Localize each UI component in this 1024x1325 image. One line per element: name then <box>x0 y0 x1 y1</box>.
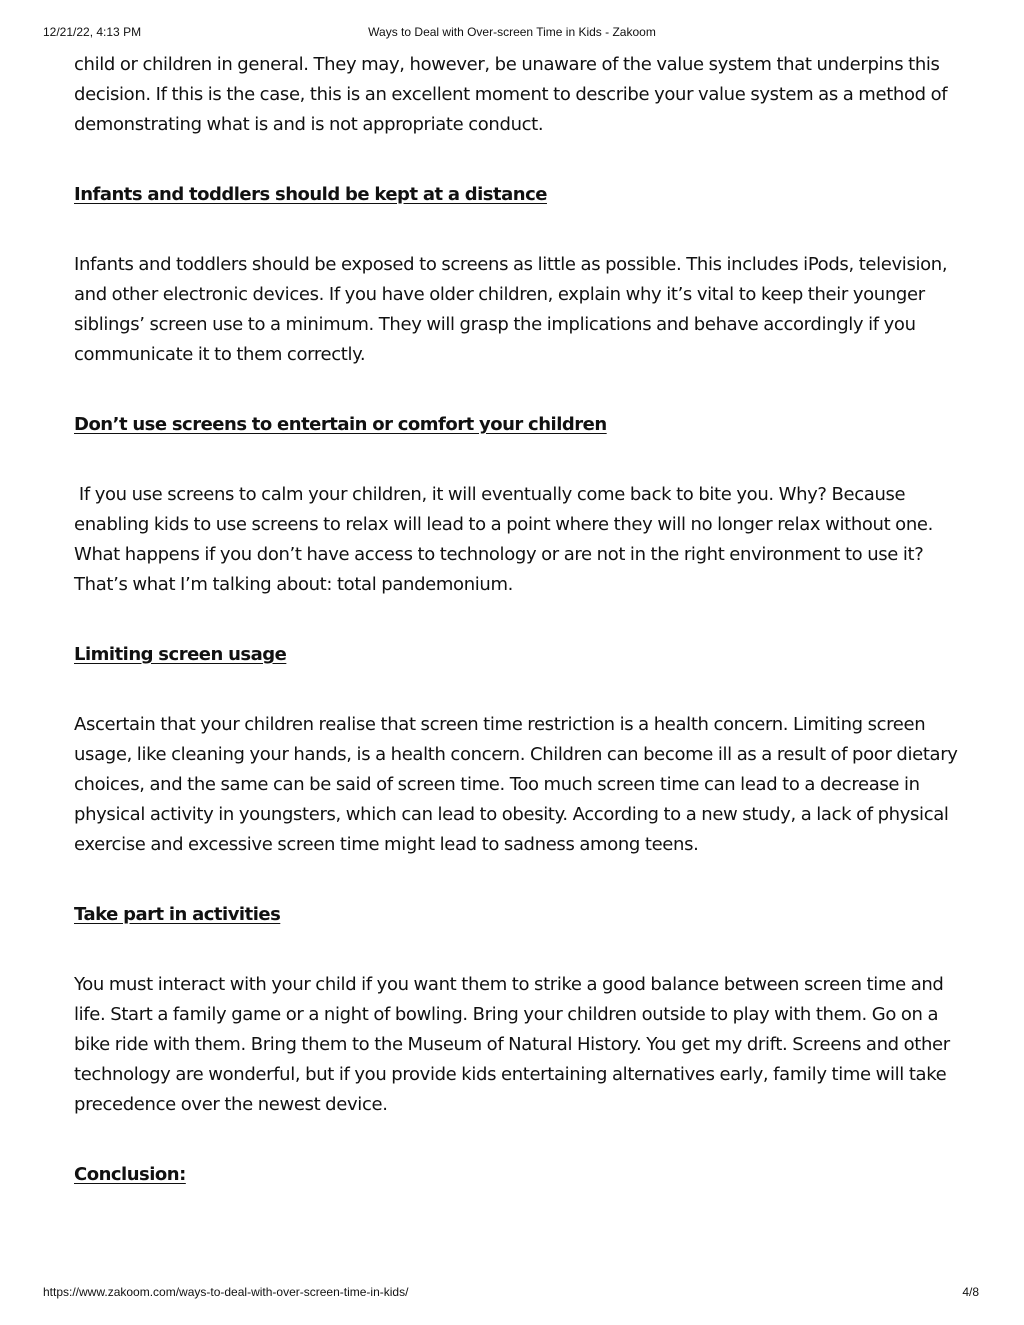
section-body-dont-use-screens: If you use screens to calm your children, it will eventually come back to bite you. Why? Because enabling kids to use screens to relax will lead to a point where they will no longer relax without one. What happens if you don’t have access to technology or are not in the right environment to use it? That’s what I’m talking about: total pandemonium. <box>74 484 938 595</box>
print-header <box>0 25 1024 41</box>
section-body-infants: Infants and toddlers should be exposed to screens as little as possible. This includes iPods, television, and other electronic devices. If you have older children, explain why it’s vital to keep their younger siblings’ screen use to a minimum. They will grasp the implications and behave accordingly if you communicate it to them correctly. <box>74 254 948 365</box>
print-footer <box>0 1285 1024 1301</box>
print-page-title: Ways to Deal with Over-screen Time in Kids - Zakoom <box>368 25 656 39</box>
section-heading-activities: Take part in activities <box>74 904 281 925</box>
article-body <box>74 50 959 1190</box>
section-body-limiting-usage: Ascertain that your children realise that screen time restriction is a health concern. Limiting screen usage, like cleaning your hands, is a health concern. Children can become ill as a result of poor dietary choices, and the same can be said of screen time. Too much screen time can lead to a decrease in physical activity in youngsters, which can lead to obesity. According to a new study, a lack of physical exercise and excessive screen time might lead to sadness among teens. <box>74 714 958 855</box>
intro-paragraph: child or children in general. They may, however, be unaware of the value system that underpins this decision. If this is the case, this is an excellent moment to describe your value system as a method of demonstrating what is and is not appropriate conduct. <box>74 54 948 135</box>
print-page-number: 4/8 <box>962 1285 979 1299</box>
section-heading-limiting-usage: Limiting screen usage <box>74 644 287 665</box>
section-heading-conclusion: Conclusion: <box>74 1164 186 1185</box>
print-datetime: 12/21/22, 4:13 PM <box>43 25 142 39</box>
section-heading-infants: Infants and toddlers should be kept at a distance <box>74 184 547 205</box>
section-body-activities: You must interact with your child if you want them to strike a good balance between screen time and life. Start a family game or a night of bowling. Bring your children outside to play with them. Go on a bike ride with them. Bring them to the Museum of Natural History. You get my drift. Screens and other technology are wonderful, but if you provide kids entertaining alternatives early, family time will take precedence over the newest device. <box>74 974 950 1115</box>
section-heading-dont-use-screens: Don’t use screens to entertain or comfort your children <box>74 414 607 435</box>
print-url: https://www.zakoom.com/ways-to-deal-with-over-screen-time-in-kids/ <box>43 1285 409 1299</box>
